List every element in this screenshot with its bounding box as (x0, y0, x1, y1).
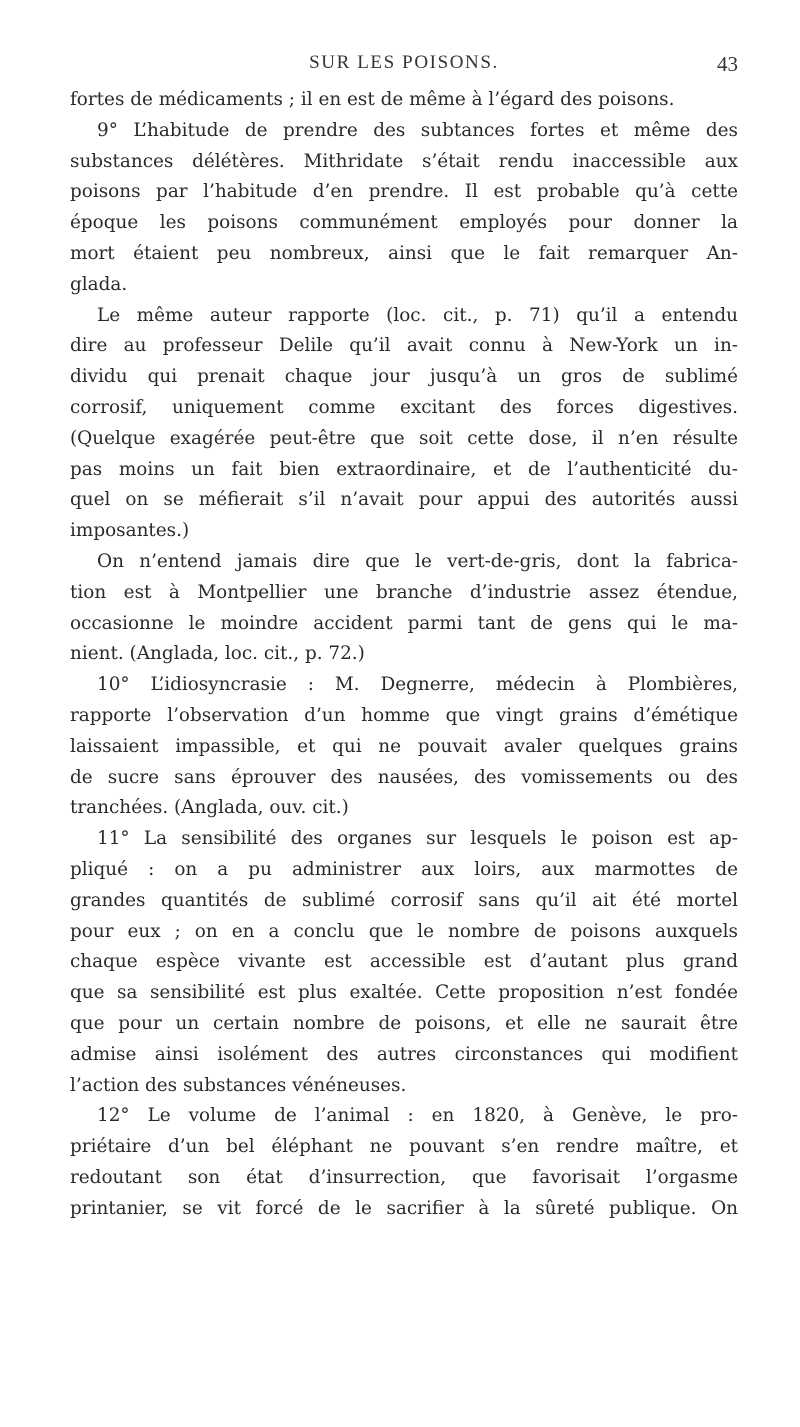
text-line: quel on se méfierait s’il n’avait pour appui des autorités aussi (70, 489, 738, 511)
text-line: 11° La sensibilité des organes sur lesquels le poison est ap- (97, 828, 738, 850)
text-line: corrosif, uniquement comme excitant des forces digestives. (70, 396, 738, 418)
running-head (70, 52, 738, 82)
text-line: pas moins un fait bien extraordinaire, et de l’authenticité du- (70, 458, 738, 480)
text-line: tion est à Montpellier une branche d’industrie assez étendue, (70, 581, 738, 603)
text-line: occasionne le moindre accident parmi tant de gens qui le ma- (70, 612, 738, 634)
text-line: chaque espèce vivante est accessible est d’autant plus grand (70, 951, 738, 973)
text-line: pliqué : on a pu administrer aux loirs, aux marmottes de (70, 858, 738, 880)
page-number: 43 (717, 52, 738, 76)
text-line: redoutant son état d’insurrection, que favorisait l’orgasme (70, 1166, 738, 1188)
text-line: l’action des substances vénéneuses. (70, 1074, 407, 1096)
text-line: 10° L’idiosyncrasie : M. Degnerre, médecin à Plombières, (97, 674, 738, 696)
text-line: laissaient impassible, et qui ne pouvait avaler quelques grains (70, 735, 738, 757)
text-line: mort étaient peu nombreux, ainsi que le fait remarquer An- (70, 242, 738, 264)
text-line: tranchées. (Anglada, ouv. cit.) (70, 797, 349, 819)
text-line: substances délétères. Mithridate s’était rendu inaccessible aux (70, 150, 738, 172)
text-line: de sucre sans éprouver des nausées, des vomissements ou des (70, 766, 738, 788)
text-line: 12° Le volume de l’animal : en 1820, à Genève, le pro- (97, 1105, 738, 1127)
text-line: pour eux ; on en a conclu que le nombre de poisons auxquels (70, 920, 738, 942)
text-line: glada. (70, 273, 128, 295)
text-line: que pour un certain nombre de poisons, et elle ne saurait être (70, 1012, 738, 1034)
text-line: rapporte l’observation d’un homme que vingt grains d’émétique (70, 704, 738, 726)
text-line: On n’entend jamais dire que le vert-de-gris, dont la fabrica- (97, 550, 738, 572)
text-line: que sa sensibilité est plus exaltée. Cette proposition n’est fondée (70, 982, 738, 1004)
text-line: admise ainsi isolément des autres circonstances qui modifient (70, 1043, 738, 1065)
running-title: SUR LES POISONS. (309, 52, 499, 73)
text-line: 9° L’habitude de prendre des subtances fortes et même des (97, 119, 738, 141)
text-line: priétaire d’un bel éléphant ne pouvant s’en rendre maître, et (70, 1136, 738, 1158)
text-line: Le même auteur rapporte (loc. cit., p. 71) qu’il a entendu (97, 304, 738, 326)
text-line: fortes de médicaments ; il en est de même à l’égard des poisons. (70, 89, 675, 110)
body-text (70, 85, 738, 1224)
text-line: grandes quantités de sublimé corrosif sans qu’il ait été mortel (70, 889, 738, 911)
text-line: nient. (Anglada, loc. cit., p. 72.) (70, 643, 365, 665)
text-line: (Quelque exagérée peut-être que soit cette dose, il n’en résulte (70, 427, 738, 449)
text-line: imposantes.) (70, 520, 190, 542)
text-line: poisons par l’habitude d’en prendre. Il est probable qu’à cette (70, 181, 738, 203)
text-line: dividu qui prenait chaque jour jusqu’à un gros de sublimé (70, 366, 738, 388)
text-line: printanier, se vit forcé de le sacrifier à la sûreté publique. On (70, 1197, 738, 1219)
text-line: époque les poisons communément employés pour donner la (70, 212, 738, 234)
text-line: dire au professeur Delile qu’il avait connu à New-York un in- (70, 335, 738, 357)
